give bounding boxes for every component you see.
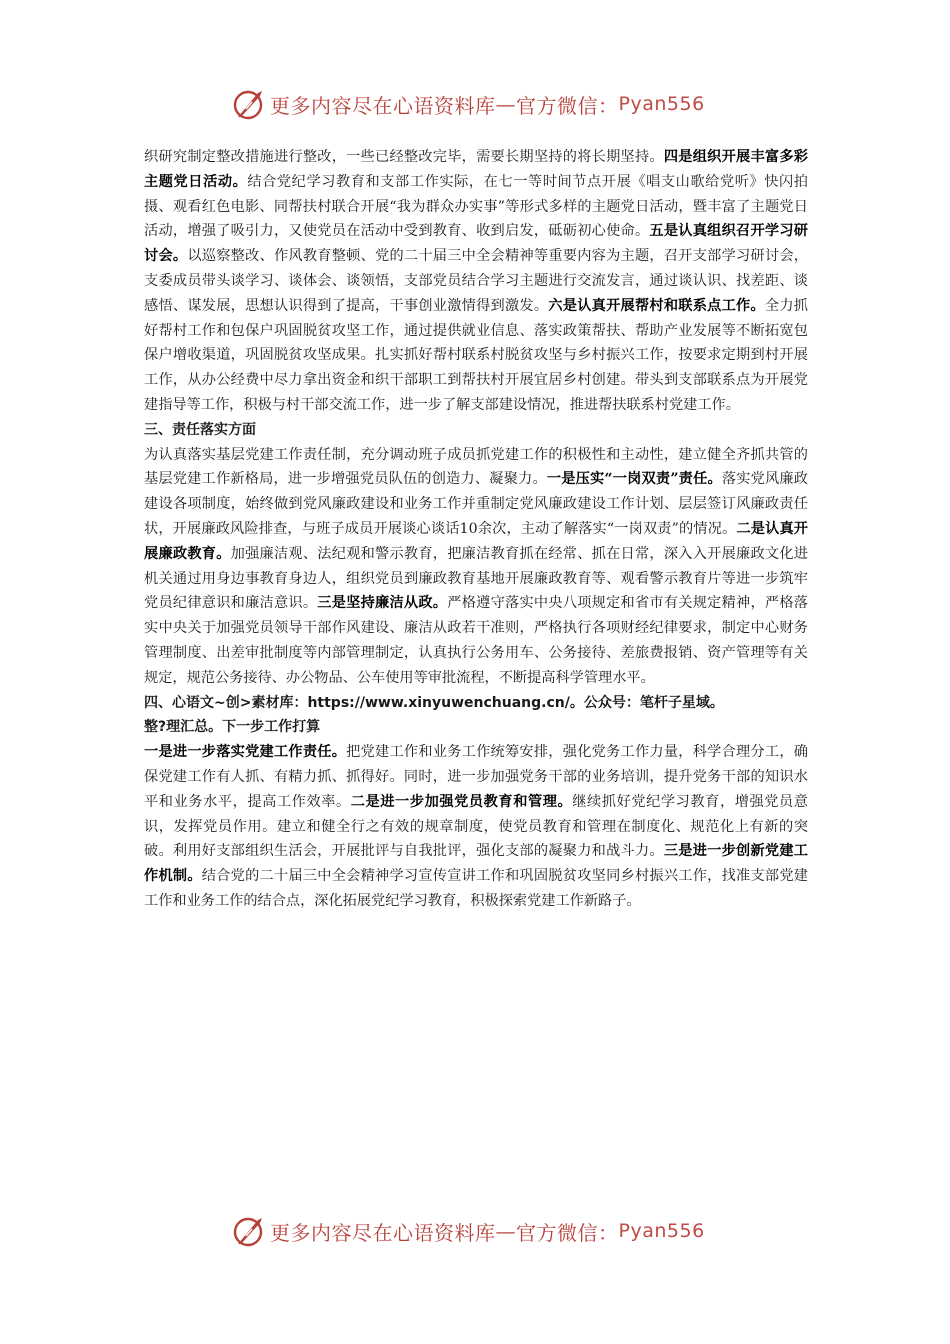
text-run: 结合党纪学习教育和支部工作实际，在七一等时间节点开展《唱支山歌给党听》快闪拍摄、观看红色电影、同帮扶村联合开展“我为群众办实事”等形式多样的主题党日活动，暨丰富了主题党日活动，增强了吸引力，又使党员在活动中受到教育、收到启发，砥砺初心使命。 xyxy=(144,173,808,240)
banner-wechat-id: Pyan556 xyxy=(618,1220,705,1242)
bold-run: 六是认真开展帮村和联系点工作。 xyxy=(548,297,765,314)
banner-separator: — xyxy=(495,1219,516,1243)
text-run: 落实党风廉政建设各项制度，始终做到党风廉政建设和业务工作并重制定党风廉政建设工作计划、层层签订风廉政责任状，开展廉政风险排查，与班子成员开展谈心谈话10余次，主动了解落实“一岗双责”的情况。 xyxy=(144,471,808,537)
document-body xyxy=(144,145,808,914)
quill-logo-icon xyxy=(232,87,266,121)
text-run: 把党建工作和业务工作统筹安排，强化党务工作力量，科学合理分工，确保党建工作有人抓、有精力抓、抓得好。同时，进一步加强党务干部的业务培训，提升党务干部的知识水平和业务水平，提高工作效率。 xyxy=(144,744,808,810)
text-run: 继续抓好党纪学习教育，增强党员意识，发挥党员作用。建立和健全行之有效的规章制度，使党员教育和管理在制度化、规范化上有新的突破。利用好支部组织生活会，开展批评与自我批评，强化支部的凝聚力和战斗力。 xyxy=(144,793,808,860)
bold-run: 三是进一步创新党建工作机制。 xyxy=(144,843,808,885)
paragraph-next-steps xyxy=(144,740,808,914)
text-run: 加强廉洁观、法纪观和警示教育，把廉洁教育抓在经常、抓在日常，深入入开展廉政文化进机关通过用身边事教育身边人，组织党员到廉政教育基地开展廉政教育等、观看警示教育片等进一步筑牢党员纪律意识和廉洁意识。 xyxy=(144,545,808,612)
text-run: 为认真落实基层党建工作责任制，充分调动班子成员抓党建工作的积极性和主动性，建立健全齐抓共管的基层党建工作新格局，进一步增强党员队伍的创造力、凝聚力。 xyxy=(144,446,808,488)
text-run: 全力抓好帮村工作和包保户巩固脱贫攻坚工作，通过提供就业信息、落实政策帮扶、帮助产业发展等不断拓宽包保户增收渠道，巩固脱贫攻坚成果。扎实抓好帮村联系村脱贫攻坚与乡村振兴工作，按要求定期到村开展工作，从办公经费中尽力拿出资金和织干部职工到帮扶村开展宜居乡村创建。带头到支部联系点为开展党建指导等工作，积极与村干部交流工作，进一步了解支部建设情况，推进帮扶联系村党建工作。 xyxy=(144,297,808,413)
bold-run: 五是认真组织召开学习研讨会。 xyxy=(144,223,808,265)
header-watermark-banner xyxy=(232,84,705,124)
bold-run: 一是进一步落实党建工作责任。 xyxy=(144,744,347,761)
footer-watermark-banner xyxy=(232,1211,705,1251)
bold-run: 四是组织开展丰富多彩主题党日活动。 xyxy=(144,149,808,190)
bold-run: 三是坚持廉洁从政。 xyxy=(317,595,448,612)
banner-text: 更多内容尽在心语资料库 xyxy=(270,1220,496,1245)
banner-label: 官方微信： xyxy=(516,93,619,118)
banner-label: 官方微信： xyxy=(516,1220,619,1245)
banner-separator: — xyxy=(495,92,516,116)
bold-run: 二是认真开展廉政教育。 xyxy=(144,520,808,562)
banner-wechat-id: Pyan556 xyxy=(618,93,705,115)
bold-run: 二是进一步加强党员教育和管理。 xyxy=(350,793,573,810)
text-run: 严格遵守落实中央八项规定和省市有关规定精神，严格落实中央关于加强党员领导干部作风建设、廉洁从政若干准则，严格执行各项财经纪律要求，制定中心财务管理制度、出差审批制度等内部管理制定，认真执行公务用车、公务接待、差旅费报销、资产管理等有关规定，规范公务接待、办公物品、公车使用等审批流程，不断提高科学管理水平。 xyxy=(144,595,808,686)
bold-run: 一是压实“一岗双责”责任。 xyxy=(546,471,722,488)
text-run: 织研究制定整改措施进行整改，一些已经整改完毕，需要长期坚持的将长期坚持。 xyxy=(144,149,664,165)
quill-logo-icon xyxy=(232,1214,266,1248)
banner-text: 更多内容尽在心语资料库 xyxy=(270,93,496,118)
text-run: 结合党的二十届三中全会精神学习宣传宣讲工作和巩固脱贫攻坚同乡村振兴工作，找准支部党建工作和业务工作的结合点，深化拓展党纪学习教育，积极探索党建工作新路子。 xyxy=(144,868,808,909)
paragraph-responsibility xyxy=(144,443,808,691)
paragraph-party-activities xyxy=(144,145,808,418)
section-heading-next-steps: 四、心语文~创>素材库：https://www.xinyuwenchuang.cn/。公众号：笔杆子星域。 xyxy=(144,694,724,711)
section-heading-next-steps-cont: 整?理汇总。下一步工作打算 xyxy=(144,719,321,736)
section-heading-responsibility: 三、责任落实方面 xyxy=(144,421,256,438)
text-run: 以巡察整改、作风教育整顿、党的二十届三中全会精神等重要内容为主题，召开支部学习研讨会，支委成员带头谈学习、谈体会、谈领悟，支部党员结合学习主题进行交流发言，通过谈认识、找差距、谈感悟、谋发展，思想认识得到了提高，干事创业激情得到激发。 xyxy=(144,248,808,314)
